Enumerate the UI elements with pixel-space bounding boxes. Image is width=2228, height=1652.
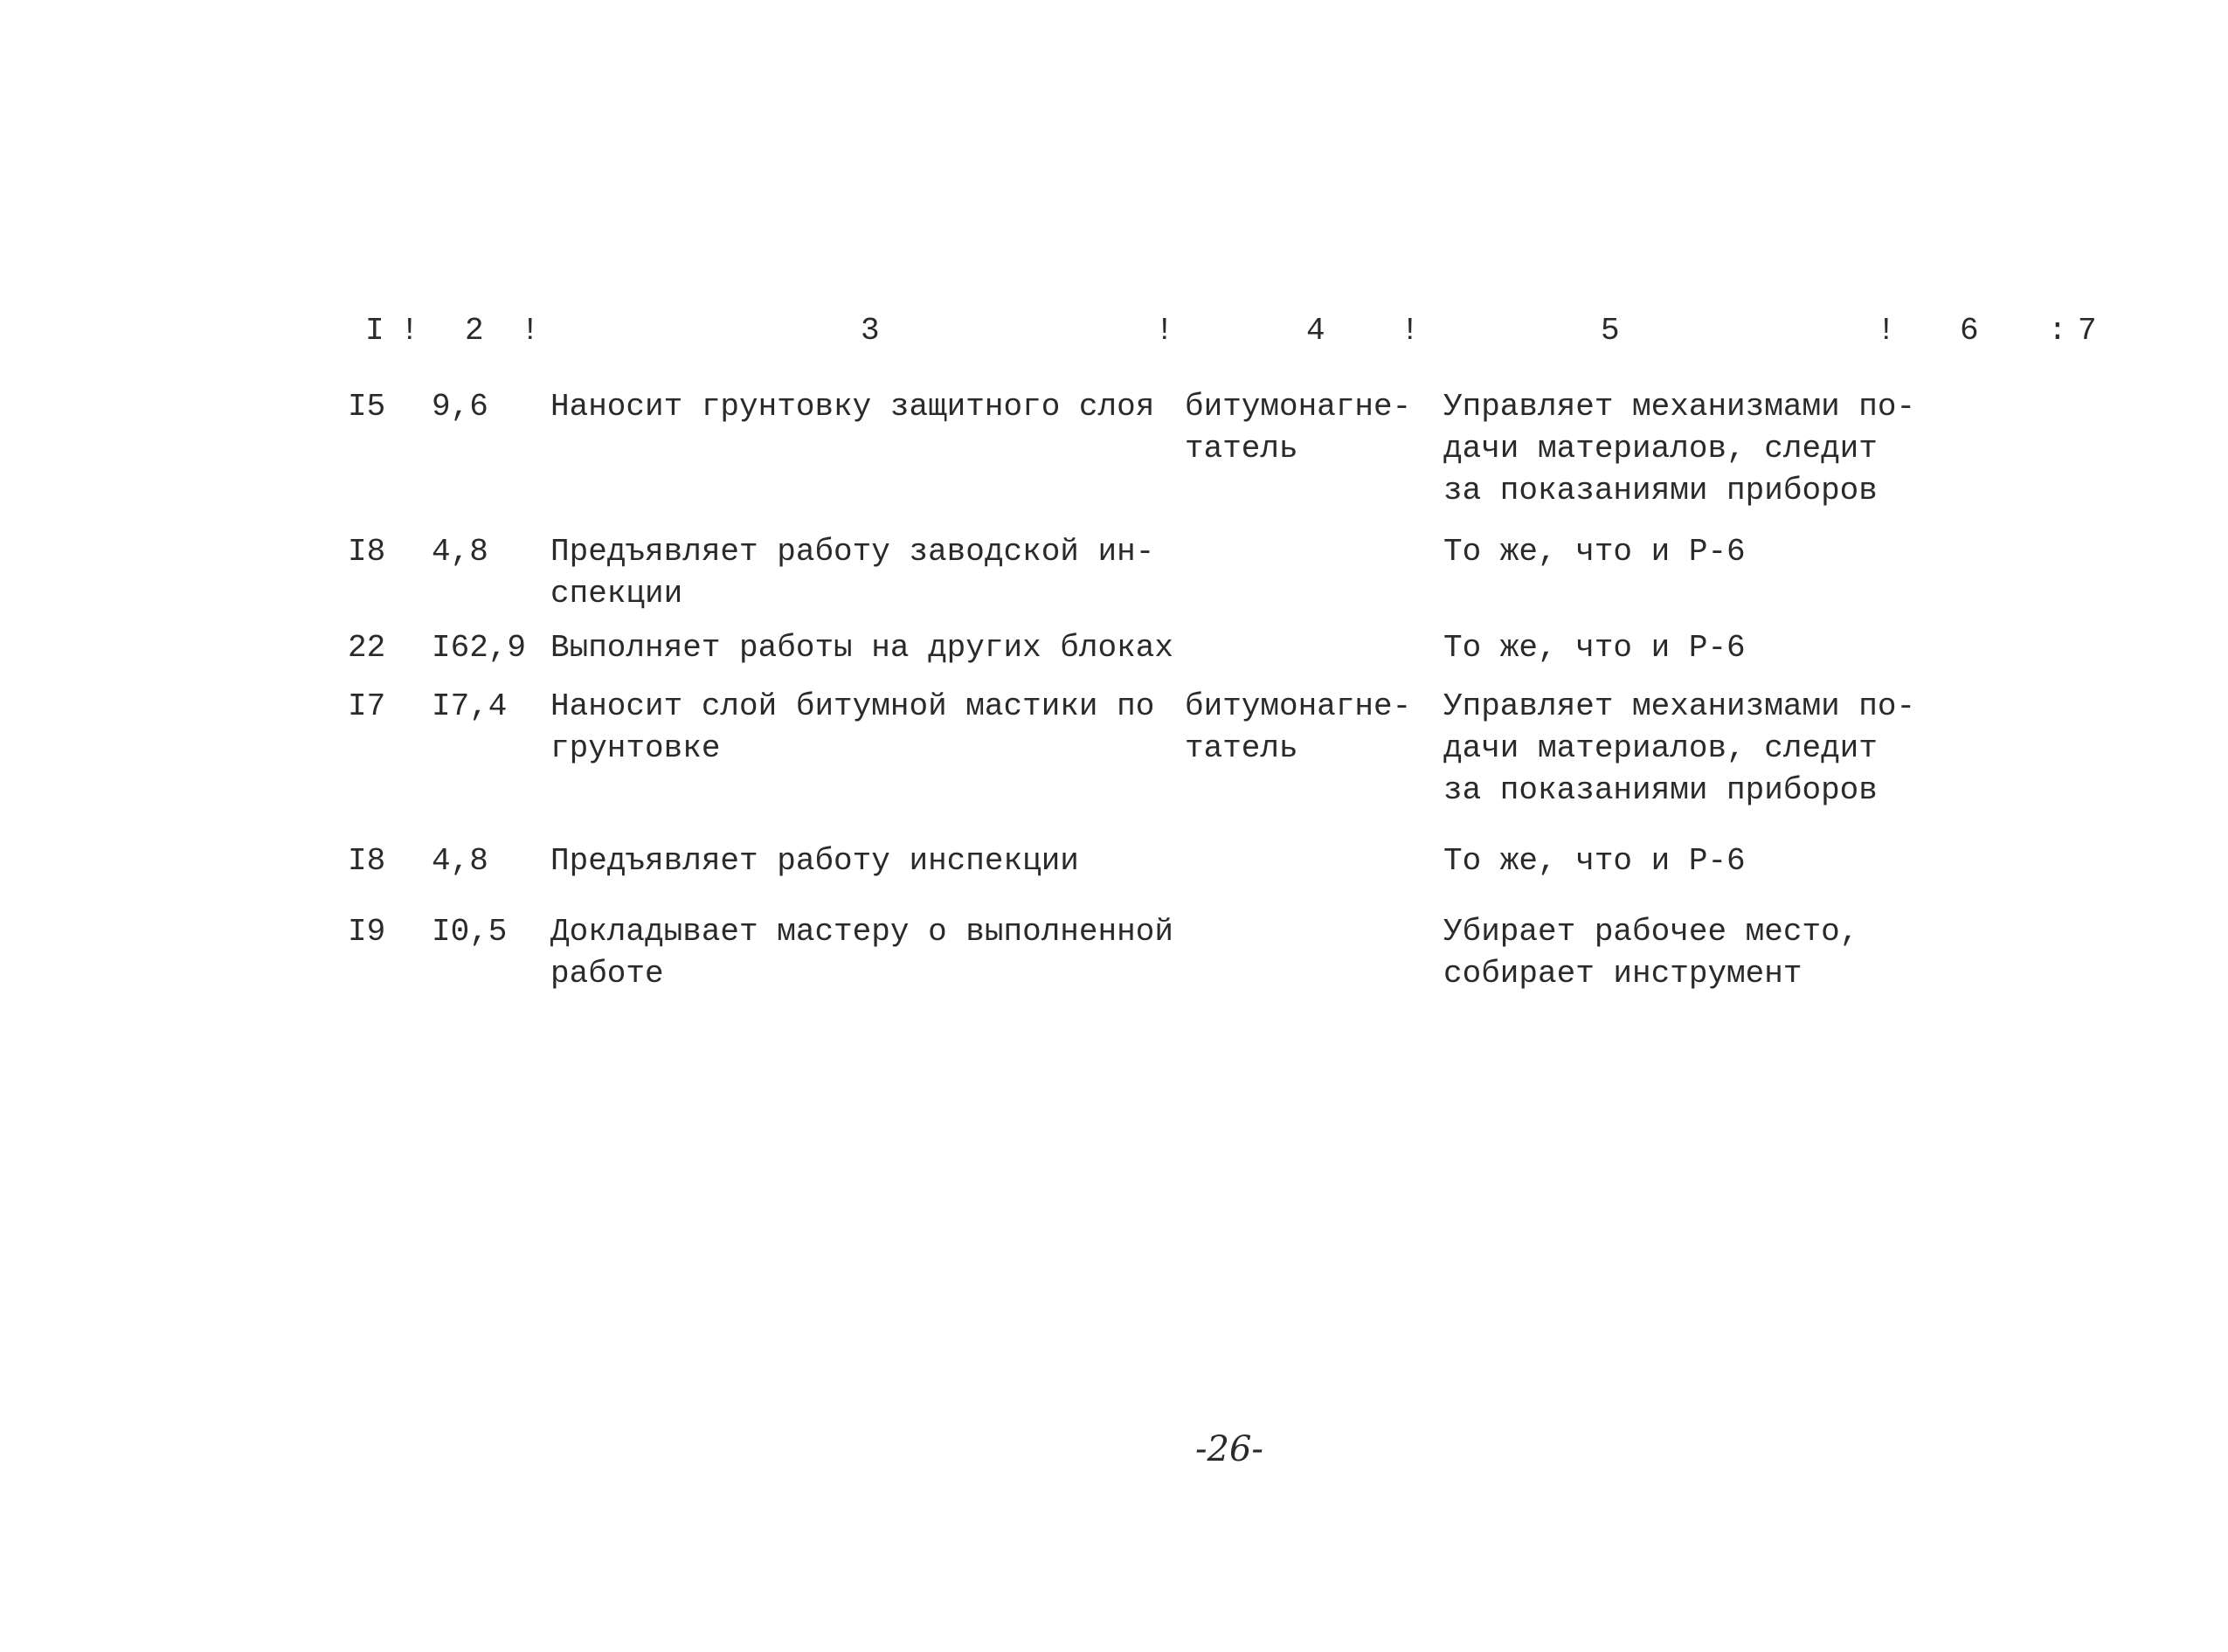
- row-number: I7: [348, 688, 386, 724]
- row-number: I8: [348, 843, 386, 879]
- row-number: I5: [348, 389, 386, 425]
- header-col-6: 6: [1960, 313, 1979, 349]
- row-control: Управляет механизмами по- дачи материалов, следит за показаниями приборов: [1443, 389, 1916, 508]
- header-col-5: 5: [1601, 313, 1620, 349]
- header-col-3: 3: [861, 313, 880, 349]
- row-number: I8: [348, 534, 386, 570]
- row-time: 4,8: [432, 534, 488, 570]
- row-control: То же, что и Р-6: [1443, 630, 1746, 666]
- row-time: I7,4: [432, 688, 508, 724]
- row-equipment: битумонагне- татель: [1185, 389, 1412, 467]
- row-time: I62,9: [432, 630, 527, 666]
- row-operation: Наносит грунтовку защитного слоя: [550, 389, 1155, 425]
- header-col-2: 2: [465, 313, 484, 349]
- header-col-4: 4: [1306, 313, 1325, 349]
- row-time: 4,8: [432, 843, 488, 879]
- header-col-1: I: [365, 313, 384, 349]
- row-equipment: битумонагне- татель: [1185, 688, 1412, 766]
- row-operation: Предъявляет работу инспекции: [550, 843, 1079, 879]
- row-number: I9: [348, 914, 386, 950]
- row-operation: Предъявляет работу заводской ин- спекции: [550, 534, 1155, 612]
- header-separator: !: [1401, 313, 1420, 349]
- page-number: -26-: [1195, 1429, 1263, 1469]
- row-operation: Наносит слой битумной мастики по грунтовке: [550, 688, 1155, 766]
- header-separator: :: [2048, 313, 2067, 349]
- row-control: Управляет механизмами по- дачи материалов, следит за показаниями приборов: [1443, 688, 1916, 808]
- header-separator: !: [521, 313, 540, 349]
- row-control: То же, что и Р-6: [1443, 534, 1746, 570]
- row-control: Убирает рабочее место, собирает инструмент: [1443, 914, 1859, 992]
- header-separator: !: [400, 313, 419, 349]
- row-time: 9,6: [432, 389, 488, 425]
- row-operation: Докладывает мастеру о выполненной работе: [550, 914, 1173, 992]
- header-separator: !: [1155, 313, 1174, 349]
- row-operation: Выполняет работы на других блоках: [550, 630, 1173, 666]
- header-col-7: 7: [2078, 313, 2097, 349]
- row-control: То же, что и Р-6: [1443, 843, 1746, 879]
- header-separator: !: [1877, 313, 1896, 349]
- row-number: 22: [348, 630, 386, 666]
- row-time: I0,5: [432, 914, 508, 950]
